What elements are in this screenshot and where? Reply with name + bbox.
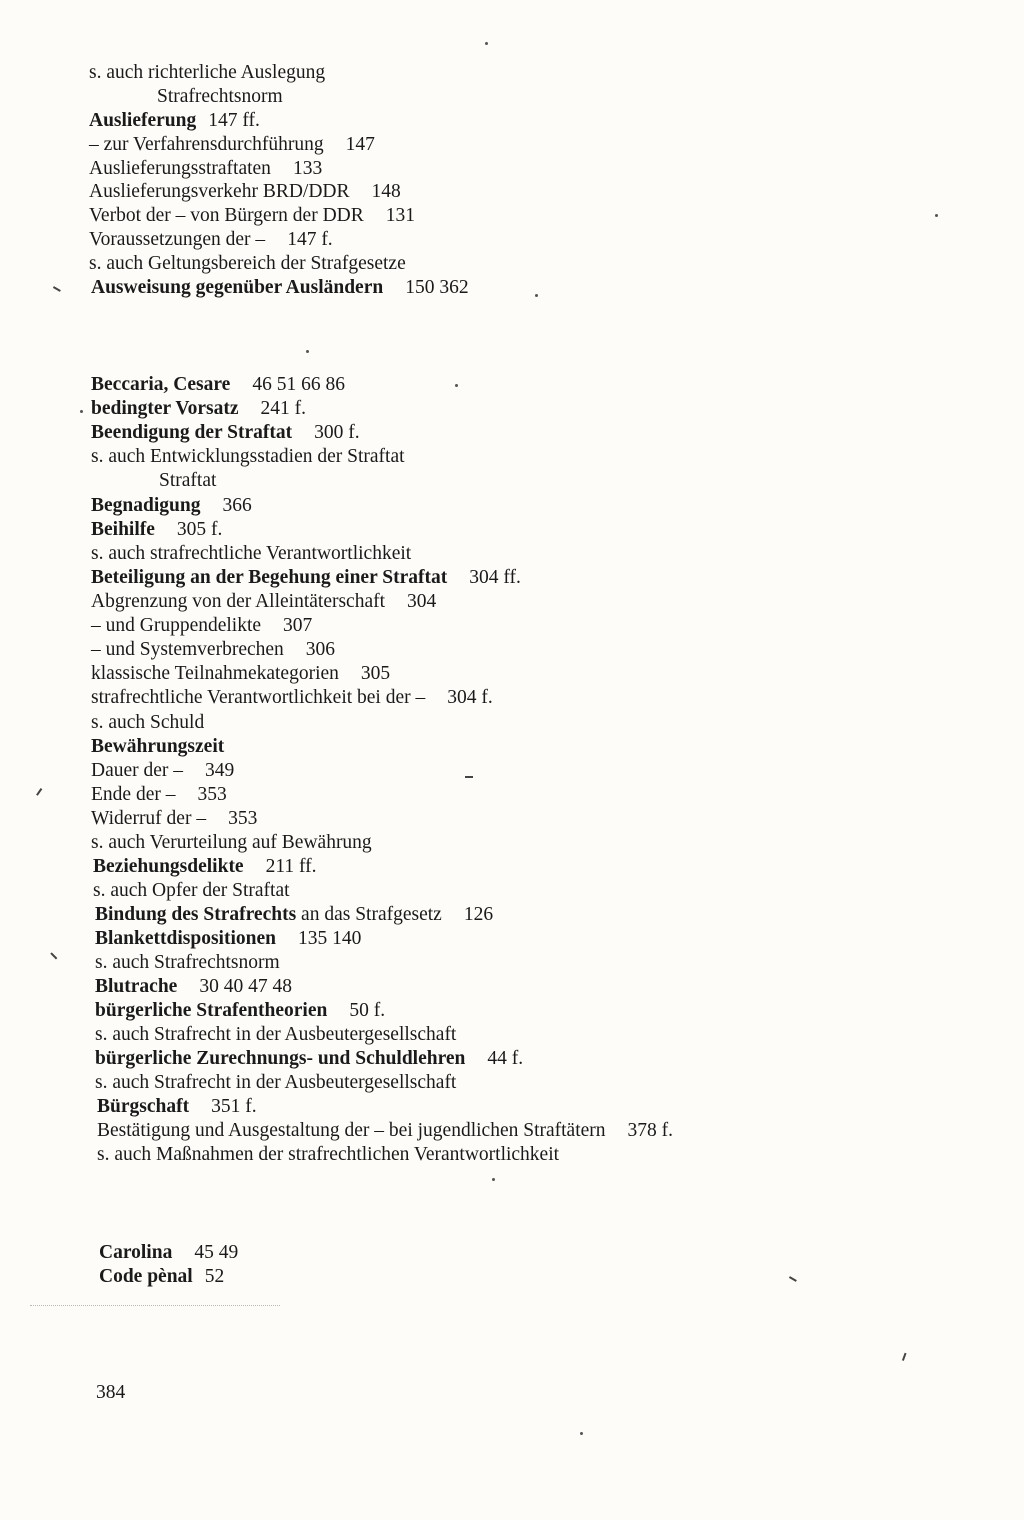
index-subentry: – und Gruppendelikte 307 <box>91 615 313 636</box>
page-ref: 45 49 <box>194 1242 239 1263</box>
index-term: Code pènal <box>99 1266 193 1287</box>
scan-mark <box>53 286 61 291</box>
page-ref: 131 <box>385 205 416 226</box>
index-term: bedingter Vorsatz <box>91 398 239 419</box>
index-term: Bürgschaft <box>97 1096 190 1117</box>
see-also-entry: s. auch Entwicklungsstadien der Straftat <box>91 446 405 467</box>
index-term: Blutrache <box>95 976 178 997</box>
page-ref: 351 f. <box>211 1096 257 1117</box>
index-entry <box>91 518 222 542</box>
see-also-entry: s. auch Schuld <box>91 712 205 733</box>
page-ref: 126 <box>463 904 494 925</box>
index-subentry: Auslieferungsstraftaten 133 <box>89 158 323 179</box>
index-subentry: Voraussetzungen der – 147 f. <box>89 229 333 250</box>
index-entry <box>93 855 317 879</box>
see-also-entry: s. auch Geltungsbereich der Strafgesetze <box>89 253 406 274</box>
see-also-entry: s. auch Verurteilung auf Bewährung <box>91 832 372 853</box>
scan-speck <box>306 350 309 353</box>
see-also-entry: s. auch Strafrechtsnorm <box>95 952 280 973</box>
page-ref: 304 f. <box>447 687 493 708</box>
page-ref: 30 40 47 48 <box>199 976 292 997</box>
index-entry <box>99 1265 224 1289</box>
index-entry <box>91 397 306 421</box>
index-term: Blankettdispositionen <box>95 928 276 949</box>
see-also-entry: s. auch Strafrecht in der Ausbeutergesellschaft <box>95 1024 457 1045</box>
index-term-continuation: an das Strafgesetz <box>301 904 442 925</box>
index-entry <box>95 903 493 927</box>
page-ref: 349 <box>205 760 235 781</box>
page-ref: 150 362 <box>405 277 469 298</box>
index-entry <box>99 1241 238 1265</box>
index-entry <box>91 421 360 445</box>
see-also-entry: Straftat <box>159 470 217 491</box>
page-ref: 353 <box>228 808 258 829</box>
index-subentry: – und Systemverbrechen 306 <box>91 639 336 660</box>
index-subentry: strafrechtliche Verantwortlichkeit bei der – 304 f. <box>91 687 493 708</box>
page-ref: 147 f. <box>287 229 333 250</box>
page-ref: 148 <box>371 181 401 202</box>
index-term: Auslieferung <box>89 110 197 131</box>
page-ref: 211 ff. <box>265 856 317 877</box>
index-entry <box>95 999 385 1023</box>
index-term: Beccaria, Cesare <box>91 374 231 395</box>
scan-speck <box>935 214 938 217</box>
index-term: Beihilfe <box>91 519 155 540</box>
index-entry <box>91 735 224 759</box>
index-subentry: Ende der – 353 <box>91 784 227 805</box>
page-ref: 305 f. <box>176 519 223 540</box>
see-also-entry: s. auch Maßnahmen der strafrechtlichen Verantwortlichkeit <box>97 1144 560 1165</box>
see-also-entry: s. auch Opfer der Straftat <box>93 880 290 901</box>
scan-speck <box>492 1178 495 1181</box>
index-subentry: Bestätigung und Ausgestaltung der – bei jugendlichen Straftätern 378 f. <box>97 1120 674 1141</box>
see-also-entry: s. auch strafrechtliche Verantwortlichkeit <box>91 543 412 564</box>
index-entry <box>91 494 252 518</box>
page-ref: 147 ff. <box>208 110 260 131</box>
page-number: 384 <box>96 1382 126 1403</box>
index-entry <box>95 1047 523 1071</box>
index-entry <box>91 276 469 300</box>
index-term: Bewährungszeit <box>91 736 225 757</box>
see-also-entry: s. auch Strafrecht in der Ausbeutergesellschaft <box>95 1072 457 1093</box>
page-ref: 46 51 66 86 <box>252 374 345 395</box>
page-ref: 306 <box>305 639 336 660</box>
scan-mark <box>789 1276 797 1281</box>
index-subentry: Auslieferungsverkehr BRD/DDR 148 <box>89 181 401 202</box>
page-ref: 44 f. <box>487 1048 524 1069</box>
index-subentry: Dauer der – 349 <box>91 760 235 781</box>
scan-mark <box>36 788 42 795</box>
index-term: Carolina <box>99 1242 173 1263</box>
index-subentry: – zur Verfahrensdurchführung 147 <box>89 134 375 155</box>
page-ref: 304 ff. <box>469 567 521 588</box>
index-entry <box>91 373 345 397</box>
page-ref: 147 <box>345 134 375 155</box>
index-subentry: Widerruf der – 353 <box>91 808 258 829</box>
page-ref: 366 <box>222 495 252 516</box>
index-subentry: klassische Teilnahmekategorien 305 <box>91 663 391 684</box>
index-term: Bindung des Strafrechts <box>95 904 297 925</box>
index-entry <box>91 566 521 590</box>
index-term: Beziehungsdelikte <box>93 856 244 877</box>
scan-speck <box>455 384 458 387</box>
faint-rule <box>30 1305 280 1306</box>
scan-mark <box>51 952 58 959</box>
page-ref: 307 <box>283 615 313 636</box>
scan-mark <box>465 776 473 778</box>
page-ref: 50 f. <box>349 1000 386 1021</box>
page-ref: 300 f. <box>314 422 360 443</box>
page-ref: 135 140 <box>297 928 362 949</box>
index-entry <box>89 109 260 133</box>
index-entry <box>95 927 361 951</box>
see-also-entry: Strafrechtsnorm <box>157 86 283 107</box>
index-term: Begnadigung <box>91 495 201 516</box>
scan-speck <box>535 294 538 297</box>
index-term: bürgerliche Zurechnungs- und Schuldlehren <box>95 1048 466 1069</box>
see-also-entry: s. auch richterliche Auslegung <box>89 62 326 83</box>
scan-speck <box>580 1432 583 1435</box>
page-ref: 133 <box>292 158 323 179</box>
scan-mark <box>902 1353 906 1361</box>
page-ref: 378 f. <box>627 1120 674 1141</box>
page-ref: 353 <box>197 784 227 805</box>
index-term: bürgerliche Strafentheorien <box>95 1000 328 1021</box>
index-term: Beendigung der Straftat <box>91 422 293 443</box>
page-ref: 304 <box>407 591 437 612</box>
index-subentry: Abgrenzung von der Alleintäterschaft 304 <box>91 591 437 612</box>
page-ref: 52 <box>204 1266 225 1287</box>
scan-speck <box>485 42 488 45</box>
index-term: Ausweisung gegenüber Ausländern <box>91 277 384 298</box>
scan-speck <box>80 410 83 413</box>
page-ref: 241 f. <box>260 398 307 419</box>
page-ref: 305 <box>360 663 391 684</box>
index-entry <box>95 975 292 999</box>
index-entry <box>97 1095 257 1119</box>
index-subentry: Verbot der – von Bürgern der DDR 131 <box>89 205 416 226</box>
index-term: Beteiligung an der Begehung einer Straftat <box>91 567 448 588</box>
